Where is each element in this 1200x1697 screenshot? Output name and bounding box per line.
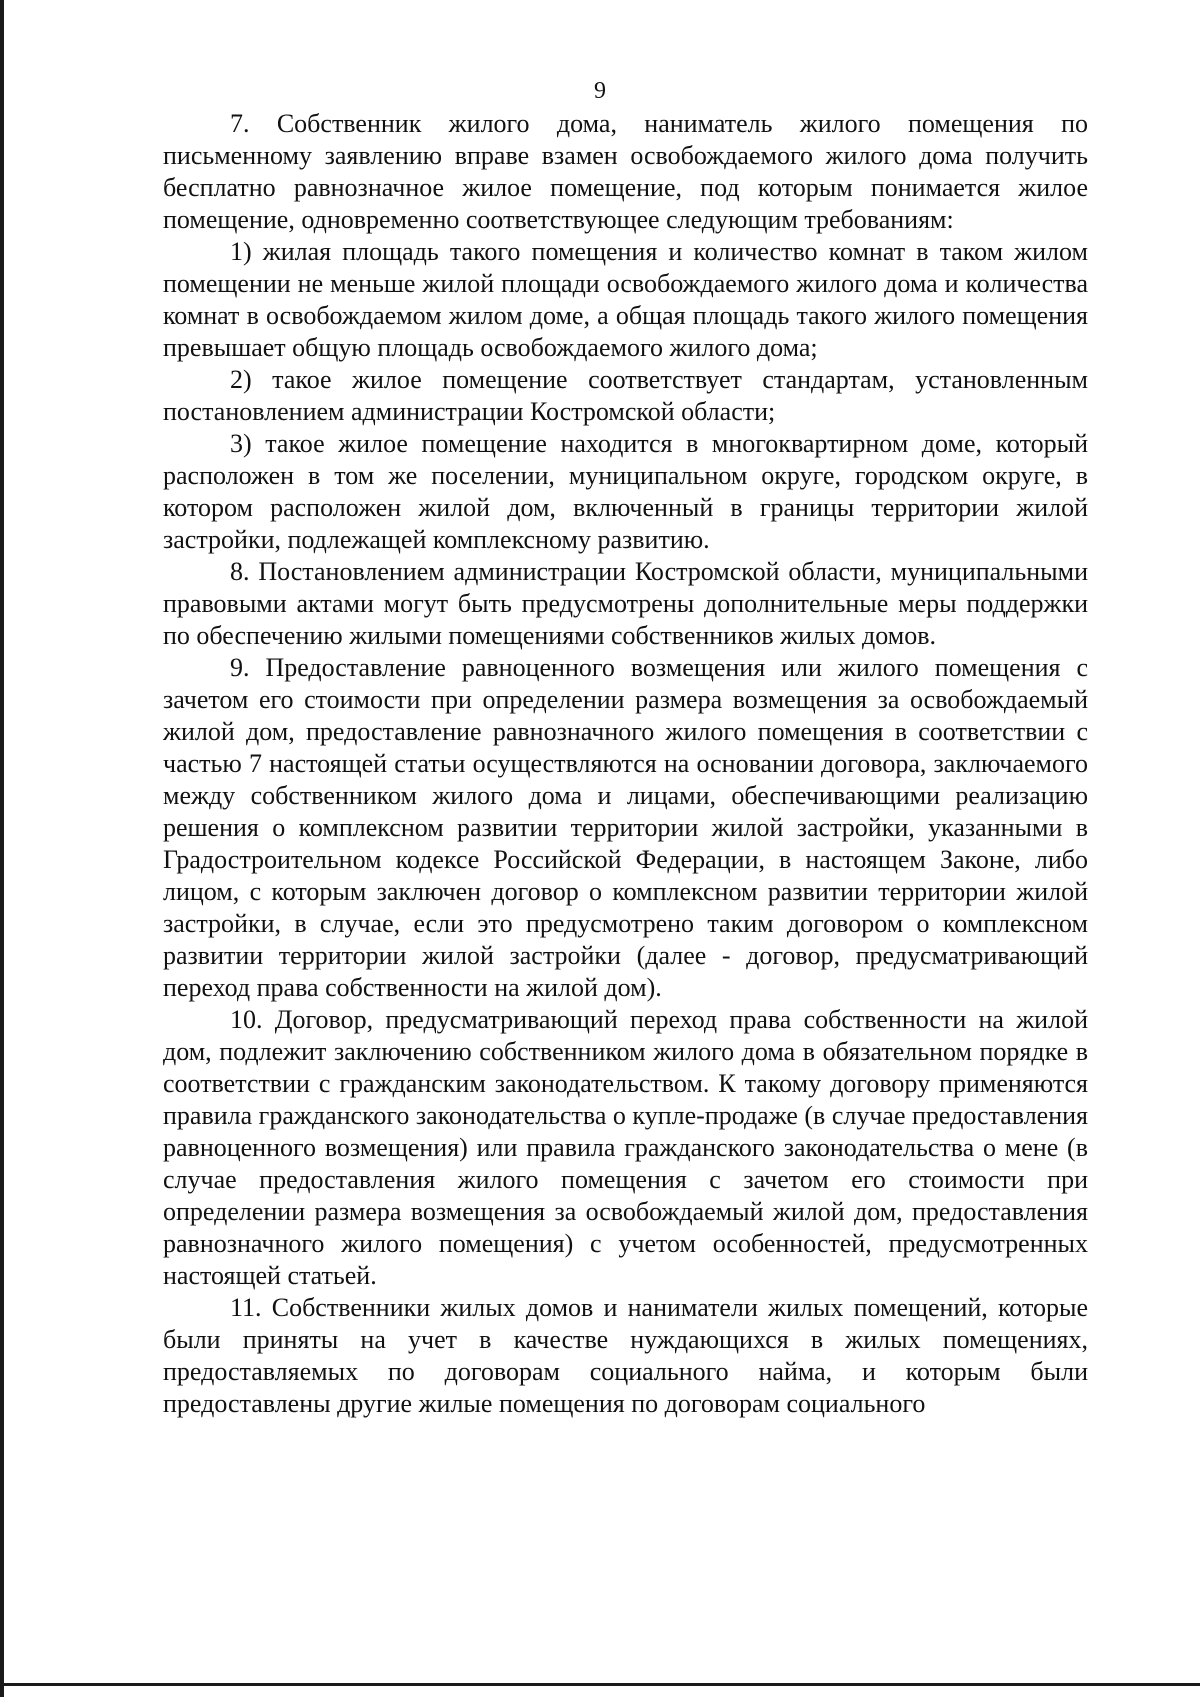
- page-number: 9: [594, 78, 606, 104]
- paragraph-part-11: 11. Собственники жилых домов и наниматели жилых помещений, которые были приняты на учет в качестве нуждающихся в жилых помещениях, предоставляемых по договорам социального найма, и которым были предоставлены другие жилые помещения по договорам социального: [163, 1293, 1088, 1418]
- paragraph-part-8: 8. Постановлением администрации Костромской области, муниципальными правовыми актами могут быть предусмотрены дополнительные меры поддержки по обеспечению жилыми помещениями собственников жилых домов.: [163, 557, 1088, 650]
- paragraph-part-9: 9. Предоставление равноценного возмещения или жилого помещения с зачетом его стоимости при определении размера возмещения за освобождаемый жилой дом, предоставление равнозначного жилого помещения в соответствии с частью 7 настоящей статьи осуществляются на основании договора, заключаемого между собственником жилого дома и лицами, обеспечивающими реализацию решения о комплексном развитии территории жилой застройки, указанными в Градостроительном кодексе Российской Федерации, в настоящем Законе, либо лицом, с которым заключен договор о комплексном развитии территории жилой застройки, в случае, если это предусмотрено таким договором о комплексном развитии территории жилой застройки (далее - договор, предусматривающий переход права собственности на жилой дом).: [163, 653, 1088, 1002]
- paragraph-item-1: 1) жилая площадь такого помещения и количество комнат в таком жилом помещении не меньше жилой площади освобождаемого жилого дома и количества комнат в освобождаемом жилом доме, а общая площадь такого жилого помещения превышает общую площадь освобождаемого жилого дома;: [163, 237, 1088, 362]
- document-body: [163, 108, 1088, 1420]
- paragraph-item-3: 3) такое жилое помещение находится в многоквартирном доме, который расположен в том же поселении, муниципальном округе, городском округе, в котором расположен жилой дом, включенный в границы территории жилой застройки, подлежащей комплексному развитию.: [163, 429, 1088, 554]
- scan-border-bottom: [0, 1683, 1200, 1686]
- scan-border-left: [0, 0, 4, 1697]
- paragraph-part-10: 10. Договор, предусматривающий переход права собственности на жилой дом, подлежит заключению собственником жилого дома в обязательном порядке в соответствии с гражданским законодательством. К такому договору применяются правила гражданского законодательства о купле-продаже (в случае предоставления равноценного возмещения) или правила гражданского законодательства о мене (в случае предоставления жилого помещения с зачетом его стоимости при определении размера возмещения за освобождаемый жилой дом, предоставления равнозначного жилого помещения) с учетом особенностей, предусмотренных настоящей статьей.: [163, 1005, 1088, 1290]
- paragraph-part-7: 7. Собственник жилого дома, наниматель жилого помещения по письменному заявлению вправе взамен освобождаемого жилого дома получить бесплатно равнозначное жилое помещение, под которым понимается жилое помещение, одновременно соответствующее следующим требованиям:: [163, 109, 1088, 234]
- paragraph-item-2: 2) такое жилое помещение соответствует стандартам, установленным постановлением администрации Костромской области;: [163, 365, 1088, 426]
